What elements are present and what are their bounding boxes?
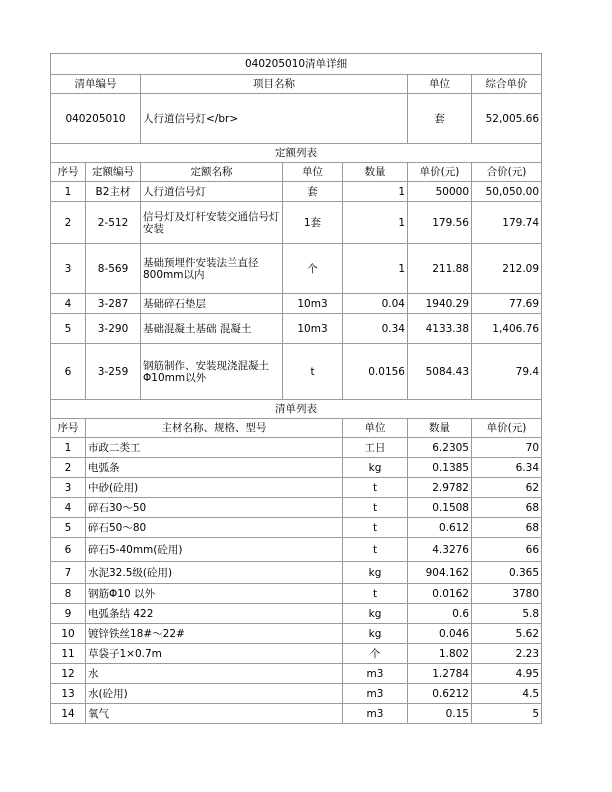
material-unit: t	[343, 478, 408, 498]
material-price: 6.34	[472, 458, 542, 478]
quota-header-row	[51, 163, 542, 182]
quota-qty: 1	[343, 182, 408, 202]
material-unit: 工日	[343, 438, 408, 458]
material-qty: 6.2305	[408, 438, 472, 458]
quota-unit: 10m3	[283, 294, 343, 314]
quota-code: 3-290	[86, 314, 141, 344]
materials-col-no: 序号	[51, 419, 86, 438]
material-unit: t	[343, 584, 408, 604]
material-row	[51, 498, 542, 518]
material-qty: 2.9782	[408, 478, 472, 498]
material-name: 水	[86, 664, 343, 684]
material-price: 68	[472, 518, 542, 538]
material-no: 8	[51, 584, 86, 604]
material-price: 0.365	[472, 562, 542, 584]
material-name: 碎石5-40mm(砼用)	[86, 538, 343, 562]
quota-code: 3-259	[86, 344, 141, 400]
material-row	[51, 478, 542, 498]
materials-section-title: 清单列表	[51, 400, 542, 419]
material-no: 5	[51, 518, 86, 538]
quota-total: 212.09	[472, 244, 542, 294]
material-no: 3	[51, 478, 86, 498]
quota-price: 179.56	[408, 202, 472, 244]
quota-code: 8-569	[86, 244, 141, 294]
material-name: 水(砼用)	[86, 684, 343, 704]
price-label: 综合单价	[472, 75, 542, 94]
bill-code: 040205010	[51, 94, 141, 144]
quota-unit: 套	[283, 182, 343, 202]
sheet-title: 040205010清单详细	[51, 54, 542, 75]
material-row	[51, 562, 542, 584]
material-no: 14	[51, 704, 86, 724]
quota-row	[51, 294, 542, 314]
material-row	[51, 684, 542, 704]
material-name: 碎石50～80	[86, 518, 343, 538]
material-unit: t	[343, 538, 408, 562]
quota-code: 3-287	[86, 294, 141, 314]
material-no: 13	[51, 684, 86, 704]
bill-price: 52,005.66	[472, 94, 542, 144]
material-no: 9	[51, 604, 86, 624]
material-unit: m3	[343, 704, 408, 724]
quota-unit: 10m3	[283, 314, 343, 344]
quota-total: 79.4	[472, 344, 542, 400]
material-qty: 0.0162	[408, 584, 472, 604]
material-price: 5.8	[472, 604, 542, 624]
material-name: 草袋子1×0.7m	[86, 644, 343, 664]
quota-total: 1,406.76	[472, 314, 542, 344]
quota-no: 5	[51, 314, 86, 344]
quota-unit: 1套	[283, 202, 343, 244]
material-name: 市政二类工	[86, 438, 343, 458]
quota-qty: 0.04	[343, 294, 408, 314]
quota-qty: 1	[343, 202, 408, 244]
quota-row	[51, 344, 542, 400]
material-qty: 1.2784	[408, 664, 472, 684]
name-label: 项目名称	[141, 75, 408, 94]
quota-price: 50000	[408, 182, 472, 202]
quota-price: 211.88	[408, 244, 472, 294]
quota-col-name: 定额名称	[141, 163, 283, 182]
materials-header-row	[51, 419, 542, 438]
material-unit: kg	[343, 458, 408, 478]
header-label-row	[51, 75, 542, 94]
material-row	[51, 438, 542, 458]
material-qty: 4.3276	[408, 538, 472, 562]
bill-detail-sheet	[50, 53, 541, 724]
quota-total: 179.74	[472, 202, 542, 244]
material-qty: 904.162	[408, 562, 472, 584]
quota-total: 50,050.00	[472, 182, 542, 202]
quota-col-total: 合价(元)	[472, 163, 542, 182]
material-price: 4.95	[472, 664, 542, 684]
quota-name: 人行道信号灯	[141, 182, 283, 202]
quota-total: 77.69	[472, 294, 542, 314]
quota-qty: 0.0156	[343, 344, 408, 400]
quota-no: 1	[51, 182, 86, 202]
material-unit: m3	[343, 664, 408, 684]
quota-price: 1940.29	[408, 294, 472, 314]
materials-col-name: 主材名称、规格、型号	[86, 419, 343, 438]
material-price: 66	[472, 538, 542, 562]
material-name: 水泥32.5级(砼用)	[86, 562, 343, 584]
material-qty: 0.1508	[408, 498, 472, 518]
material-no: 2	[51, 458, 86, 478]
quota-code: 2-512	[86, 202, 141, 244]
quota-name: 信号灯及灯杆安装交通信号灯安装	[141, 202, 283, 244]
quota-no: 6	[51, 344, 86, 400]
material-name: 中砂(砼用)	[86, 478, 343, 498]
material-row	[51, 538, 542, 562]
material-no: 11	[51, 644, 86, 664]
material-row	[51, 604, 542, 624]
material-price: 68	[472, 498, 542, 518]
quota-qty: 0.34	[343, 314, 408, 344]
code-label: 清单编号	[51, 75, 141, 94]
material-unit: kg	[343, 604, 408, 624]
material-price: 70	[472, 438, 542, 458]
bill-detail-table	[50, 53, 542, 724]
quota-name: 基础碎石垫层	[141, 294, 283, 314]
material-price: 4.5	[472, 684, 542, 704]
material-price: 2.23	[472, 644, 542, 664]
unit-label: 单位	[408, 75, 472, 94]
quota-row	[51, 182, 542, 202]
material-price: 3780	[472, 584, 542, 604]
material-row	[51, 664, 542, 684]
quota-qty: 1	[343, 244, 408, 294]
quota-unit: 个	[283, 244, 343, 294]
quota-col-price: 单价(元)	[408, 163, 472, 182]
quota-name: 钢筋制作、安装现浇混凝土Φ10mm以外	[141, 344, 283, 400]
quota-col-code: 定额编号	[86, 163, 141, 182]
material-qty: 0.612	[408, 518, 472, 538]
material-row	[51, 624, 542, 644]
quota-section-title: 定额列表	[51, 144, 542, 163]
materials-col-unit: 单位	[343, 419, 408, 438]
material-unit: kg	[343, 562, 408, 584]
quota-section-row	[51, 144, 542, 163]
quota-name: 基础混凝土基础 混凝土	[141, 314, 283, 344]
materials-col-qty: 数量	[408, 419, 472, 438]
material-no: 10	[51, 624, 86, 644]
quota-row	[51, 244, 542, 294]
quota-code: B2主材	[86, 182, 141, 202]
title-row	[51, 54, 542, 75]
materials-col-price: 单价(元)	[472, 419, 542, 438]
material-name: 碎石30～50	[86, 498, 343, 518]
quota-no: 2	[51, 202, 86, 244]
material-name: 镀锌铁丝18#～22#	[86, 624, 343, 644]
material-unit: 个	[343, 644, 408, 664]
material-qty: 1.802	[408, 644, 472, 664]
bill-unit: 套	[408, 94, 472, 144]
material-row	[51, 518, 542, 538]
material-row	[51, 704, 542, 724]
material-qty: 0.6	[408, 604, 472, 624]
quota-no: 3	[51, 244, 86, 294]
material-no: 6	[51, 538, 86, 562]
material-unit: m3	[343, 684, 408, 704]
material-name: 电弧条	[86, 458, 343, 478]
material-row	[51, 584, 542, 604]
quota-row	[51, 314, 542, 344]
material-no: 1	[51, 438, 86, 458]
quota-col-no: 序号	[51, 163, 86, 182]
material-qty: 0.6212	[408, 684, 472, 704]
material-no: 4	[51, 498, 86, 518]
bill-name: 人行道信号灯</br>	[141, 94, 408, 144]
quota-price: 4133.38	[408, 314, 472, 344]
material-no: 7	[51, 562, 86, 584]
quota-price: 5084.43	[408, 344, 472, 400]
quota-unit: t	[283, 344, 343, 400]
material-qty: 0.15	[408, 704, 472, 724]
material-no: 12	[51, 664, 86, 684]
quota-name: 基础预埋件安装法兰直径800mm以内	[141, 244, 283, 294]
material-price: 5	[472, 704, 542, 724]
quota-no: 4	[51, 294, 86, 314]
header-value-row	[51, 94, 542, 144]
material-qty: 0.1385	[408, 458, 472, 478]
material-unit: t	[343, 498, 408, 518]
material-name: 氧气	[86, 704, 343, 724]
material-row	[51, 644, 542, 664]
material-unit: t	[343, 518, 408, 538]
material-price: 5.62	[472, 624, 542, 644]
quota-row	[51, 202, 542, 244]
quota-col-qty: 数量	[343, 163, 408, 182]
material-unit: kg	[343, 624, 408, 644]
material-price: 62	[472, 478, 542, 498]
material-name: 电弧条结 422	[86, 604, 343, 624]
quota-col-unit: 单位	[283, 163, 343, 182]
materials-section-row	[51, 400, 542, 419]
material-row	[51, 458, 542, 478]
material-name: 钢筋Φ10 以外	[86, 584, 343, 604]
material-qty: 0.046	[408, 624, 472, 644]
